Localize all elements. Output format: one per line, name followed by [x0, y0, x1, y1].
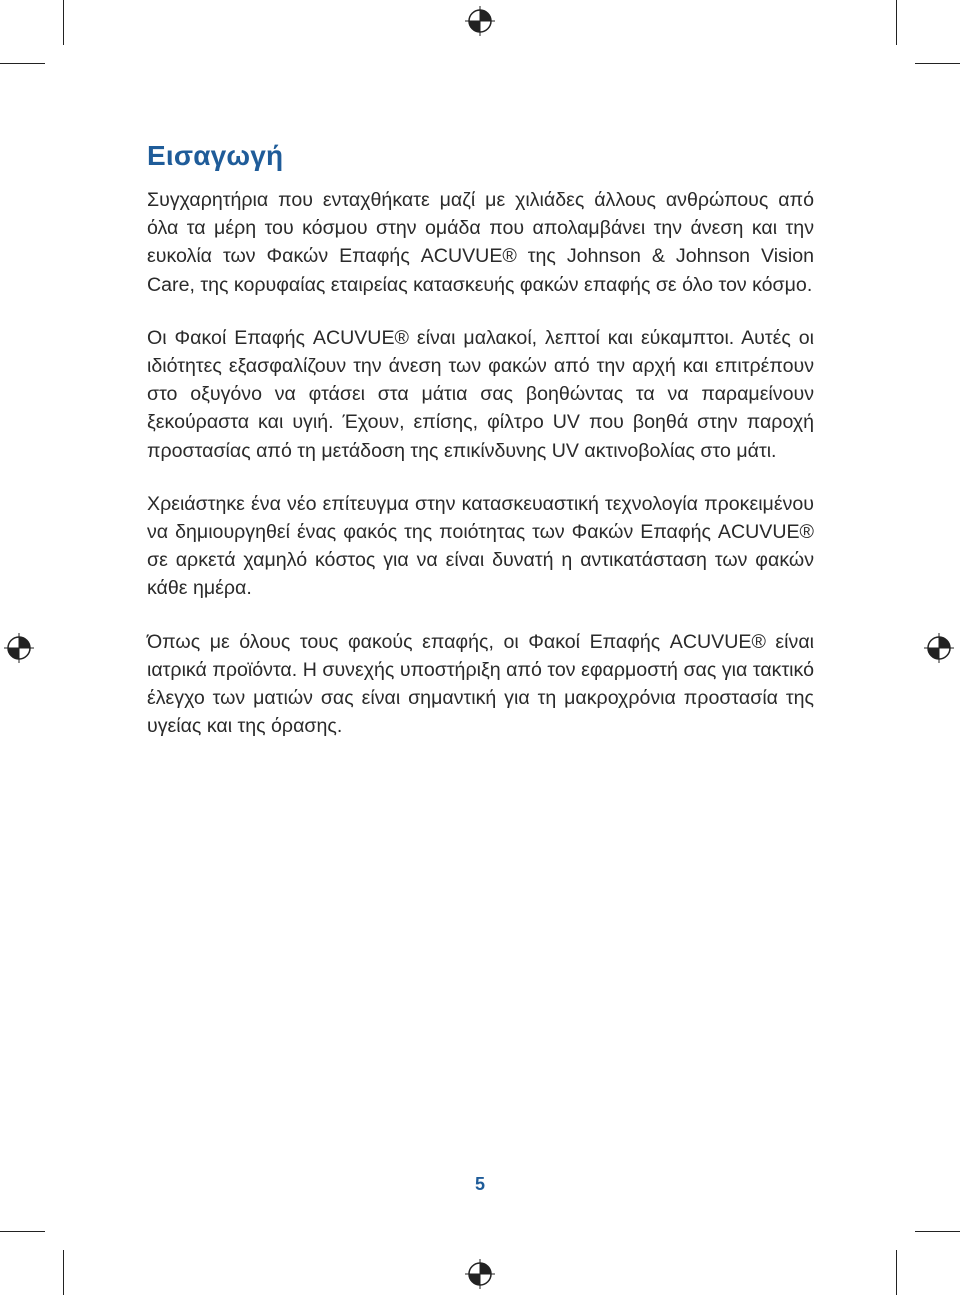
crop-mark-bottom-left-vertical [63, 1250, 64, 1295]
document-body [147, 140, 814, 765]
crop-mark-top-left-horizontal [0, 63, 45, 64]
paragraph-manufacturing: Χρειάστηκε ένα νέο επίτευγμα στην κατασκευαστική τεχνολογία προκειμένου να δημιουργηθεί ένας φακός της ποιότητας των Φακών Επαφής ACUVUE® σε αρκετά χαμηλό κόστος για να είναι δυνατή η αντικατάσταση των φακών κάθε ημέρα. [147, 492, 814, 600]
registration-mark-icon-left [4, 633, 34, 663]
registration-mark-icon-bottom [465, 1259, 495, 1289]
crop-mark-bottom-left-horizontal [0, 1231, 45, 1232]
paragraph-intro: Συγχαρητήρια που ενταχθήκατε μαζί με χιλιάδες άλλους ανθρώπους από όλα τα μέρη του κόσμου στην ομάδα που απολαμβάνει την άνεση και την ευκολία των Φακών Επαφής ACUVUE® της Johnson & Johnson Vision Care, της κορυφαίας εταιρείας κατασκευής φακών επαφής σε όλο τον κόσμο. [147, 189, 814, 296]
crop-mark-top-right-vertical [896, 0, 897, 45]
crop-mark-bottom-right-vertical [896, 1250, 897, 1295]
paragraph-lens-properties: Οι Φακοί Επαφής ACUVUE® είναι μαλακοί, λεπτοί και εύκαμπτοι. Αυτές οι ιδιότητες εξασφαλίζουν την άνεση των φακών από την αρχή και επιτρέπουν στο οξυγόνο να φτάσει στα μάτια σας βοηθώντας τα να παραμείνουν ξεκούραστα και υγιή. Έχουν, επίσης, φίλτρο UV που βοηθά στην παροχή προστασίας από τη μετάδοση της επικίνδυνης UV ακτινοβολίας στο μάτι. [147, 326, 814, 462]
registration-mark-icon-top [465, 6, 495, 36]
crop-mark-top-right-horizontal [915, 63, 960, 64]
page-title: Εισαγωγή [147, 140, 284, 171]
crop-mark-bottom-right-horizontal [915, 1231, 960, 1232]
paragraph-medical-devices: Όπως με όλους τους φακούς επαφής, οι Φακοί Επαφής ACUVUE® είναι ιατρικά προϊόντα. Η συνεχής υποστήριξη από τον εφαρμοστή σας για τακτικό έλεγχο των ματιών σας είναι σημαντική για τη μακροχρόνια προστασία της υγείας και της όρασης. [147, 630, 814, 738]
crop-mark-top-left-vertical [63, 0, 64, 45]
registration-mark-icon-right [924, 633, 954, 663]
page-number: 5 [474, 1174, 485, 1194]
